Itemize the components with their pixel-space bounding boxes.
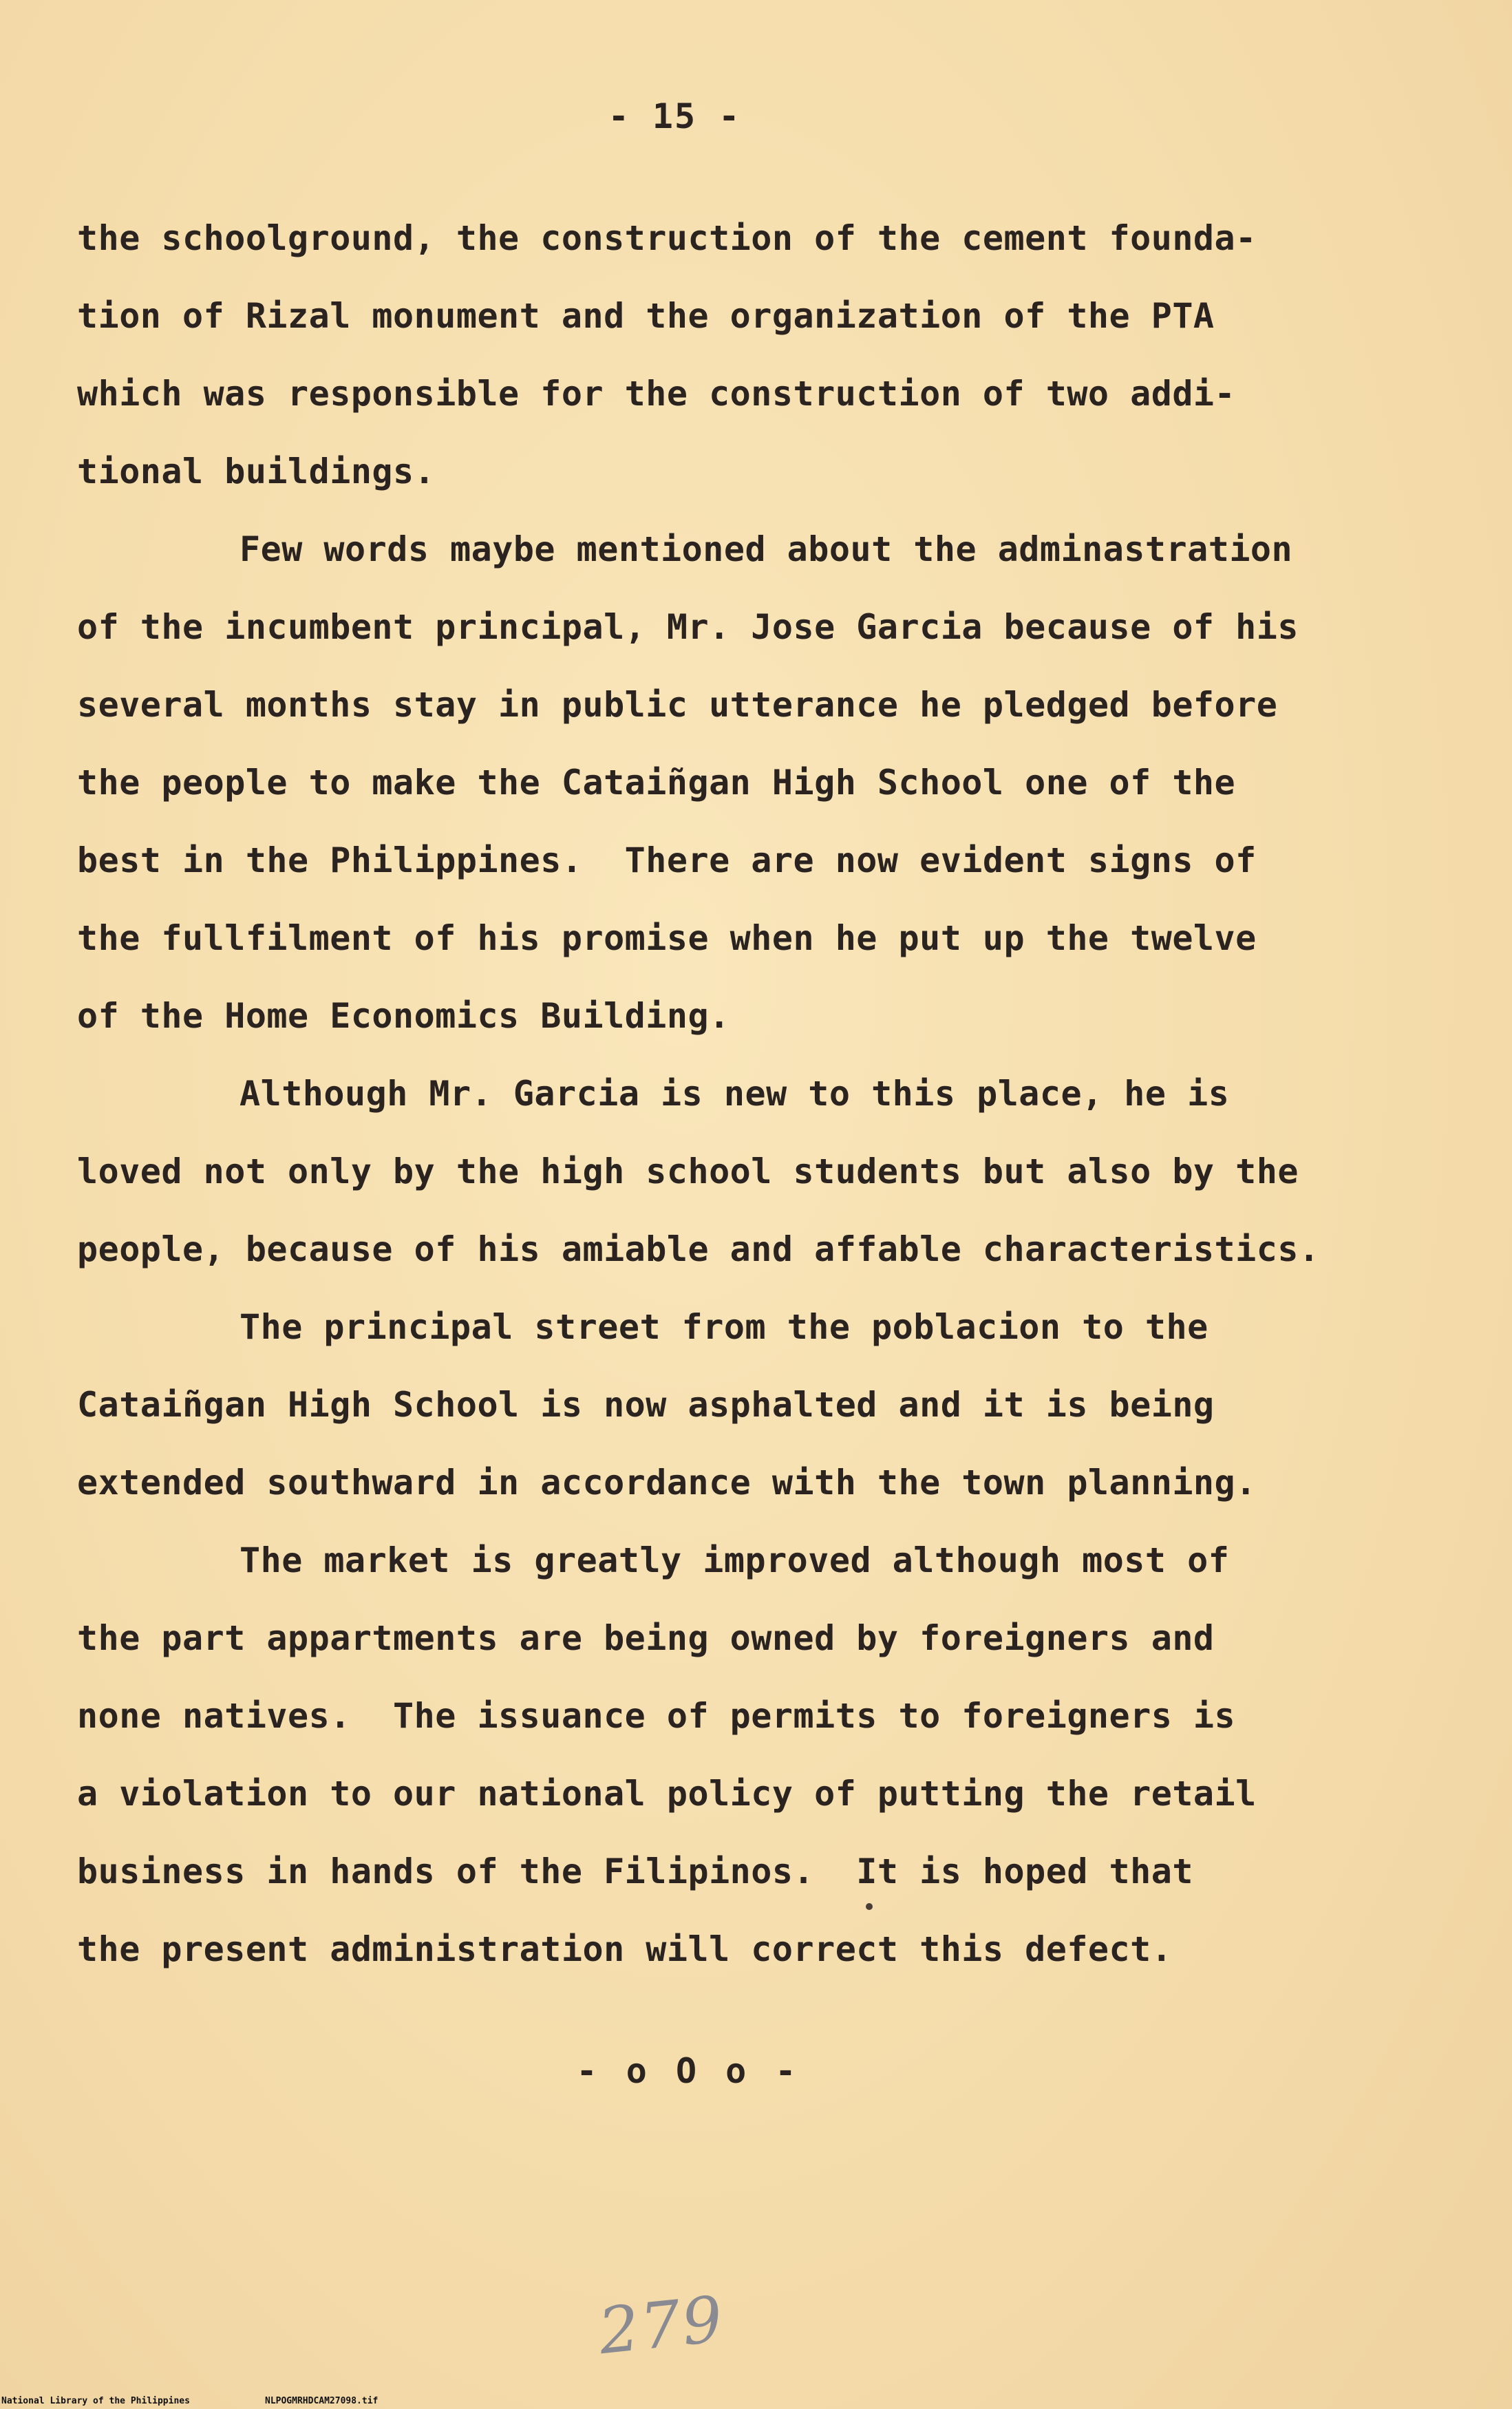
text-line: The principal street from the poblacion to the bbox=[239, 1307, 1208, 1347]
scan-footer bbox=[0, 2394, 1512, 2409]
text-line: of the Home Economics Building. bbox=[77, 996, 730, 1036]
ink-speck bbox=[866, 1903, 873, 1910]
text-line: Cataiñgan High School is now asphalted and it is being bbox=[77, 1385, 1215, 1425]
text-line: the part appartments are being owned by foreigners and bbox=[77, 1618, 1215, 1658]
text-line: the people to make the Cataiñgan High School one of the bbox=[77, 763, 1236, 803]
text-line: the fullfilment of his promise when he put up the twelve bbox=[77, 918, 1257, 958]
handwritten-page-number: 279 bbox=[595, 2282, 727, 2369]
text-line: the present administration will correct this defect. bbox=[77, 1929, 1173, 1969]
footer-library-name: National Library of the Philippines bbox=[1, 2396, 190, 2406]
text-line: The market is greatly improved although most of bbox=[239, 1540, 1230, 1580]
text-line: Although Mr. Garcia is new to this place, he is bbox=[239, 1074, 1230, 1114]
text-line: the schoolground, the construction of the cement founda- bbox=[77, 218, 1257, 258]
page-number: - 15 - bbox=[608, 96, 741, 136]
footer-filename: NLPOGMRHDCAM27098.tif bbox=[265, 2396, 379, 2406]
end-of-section-mark: - o O o - bbox=[576, 2051, 800, 2091]
text-line: none natives. The issuance of permits to foreigners is bbox=[77, 1696, 1236, 1736]
text-line: a violation to our national policy of putting the retail bbox=[77, 1774, 1257, 1814]
text-line: extended southward in accordance with the town planning. bbox=[77, 1463, 1257, 1503]
text-line: best in the Philippines. There are now evident signs of bbox=[77, 840, 1257, 880]
text-line: Few words maybe mentioned about the adminastration bbox=[239, 529, 1293, 569]
text-line: several months stay in public utterance he pledged before bbox=[77, 685, 1278, 725]
text-line: which was responsible for the construction of two addi- bbox=[77, 374, 1236, 414]
text-line: of the incumbent principal, Mr. Jose Garcia because of his bbox=[77, 607, 1299, 647]
text-line: business in hands of the Filipinos. It is hoped that bbox=[77, 1851, 1193, 1891]
text-line: tional buildings. bbox=[77, 452, 436, 491]
text-line: people, because of his amiable and affable characteristics. bbox=[77, 1229, 1320, 1269]
text-line: loved not only by the high school students but also by the bbox=[77, 1152, 1299, 1191]
text-line: tion of Rizal monument and the organization of the PTA bbox=[77, 296, 1215, 336]
